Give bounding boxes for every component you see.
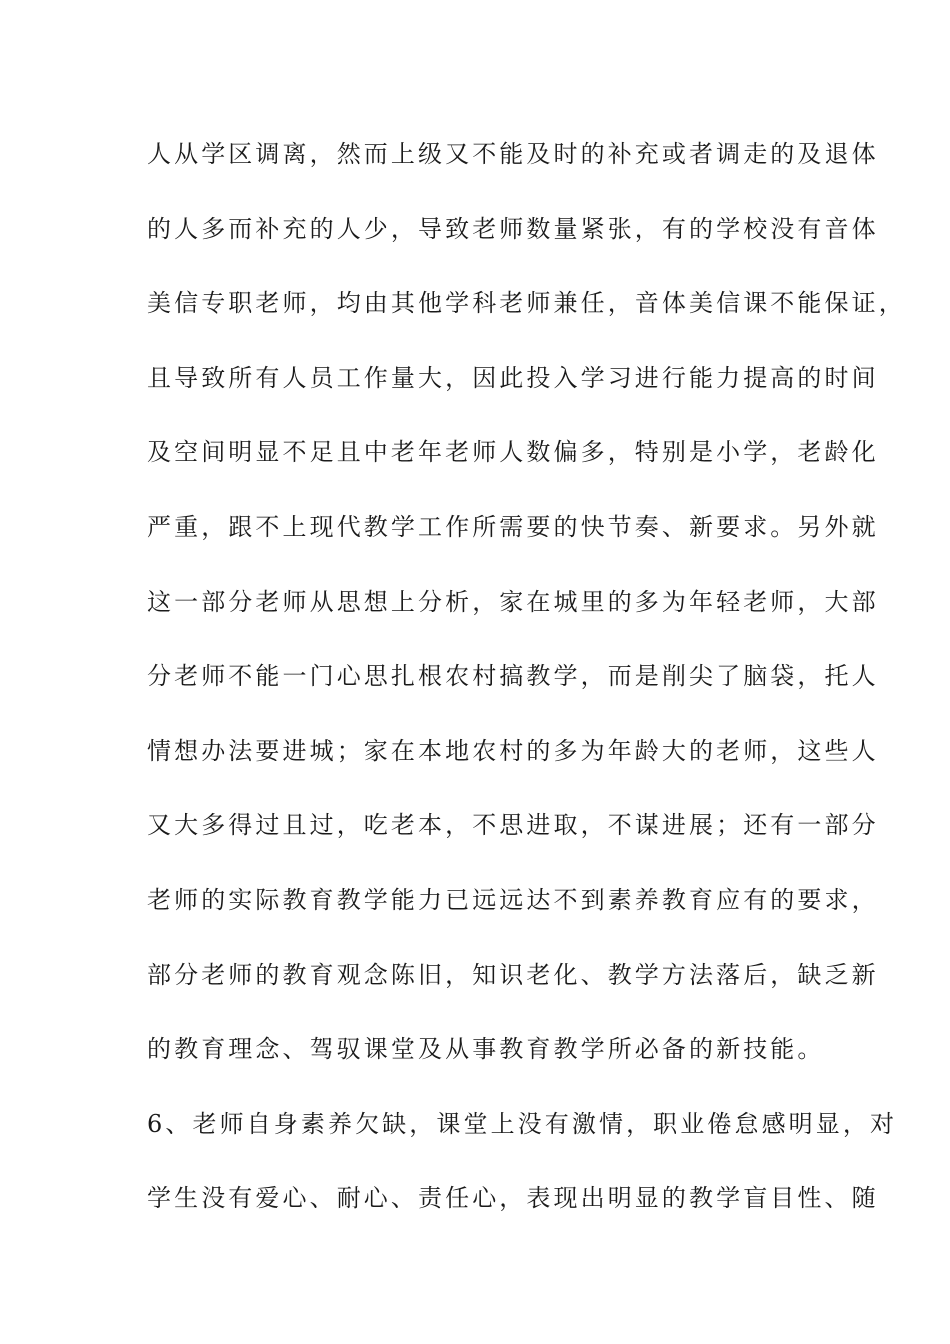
- text-line: 这一部分老师从思想上分析，家在城里的多为年轻老师，大部: [147, 587, 879, 616]
- text-line: 严重，跟不上现代教学工作所需要的快节奏、新要求。另外就: [147, 512, 879, 541]
- text-line: 分老师不能一门心思扎根农村搞教学，而是削尖了脑袋，托人: [147, 662, 879, 691]
- text-line: 美信专职老师，均由其他学科老师兼任，音体美信课不能保证，: [147, 289, 906, 318]
- text-line: 6、老师自身素养欠缺，课堂上没有激情，职业倦怠感明显，对: [147, 1109, 898, 1138]
- body-text: [147, 134, 906, 1253]
- text-line: 部分老师的教育观念陈旧，知识老化、教学方法落后，缺乏新: [147, 960, 879, 989]
- text-line: 学生没有爱心、耐心、责任心，表现出明显的教学盲目性、随: [147, 1184, 879, 1213]
- text-line: 情想办法要进城；家在本地农村的多为年龄大的老师，这些人: [147, 736, 879, 765]
- text-line: 老师的实际教育教学能力已远远达不到素养教育应有的要求，: [147, 885, 879, 914]
- text-line: 又大多得过且过，吃老本，不思进取，不谋进展；还有一部分: [147, 811, 879, 840]
- text-line: 人从学区调离，然而上级又不能及时的补充或者调走的及退体: [147, 140, 879, 168]
- text-line: 的教育理念、驾驭课堂及从事教育教学所必备的新技能。: [147, 1035, 825, 1064]
- text-line: 及空间明显不足且中老年老师人数偏多，特别是小学，老龄化: [147, 438, 879, 467]
- text-line: 的人多而补充的人少，导致老师数量紧张，有的学校没有音体: [147, 214, 879, 243]
- text-line: 且导致所有人员工作量大，因此投入学习进行能力提高的时间: [147, 363, 879, 392]
